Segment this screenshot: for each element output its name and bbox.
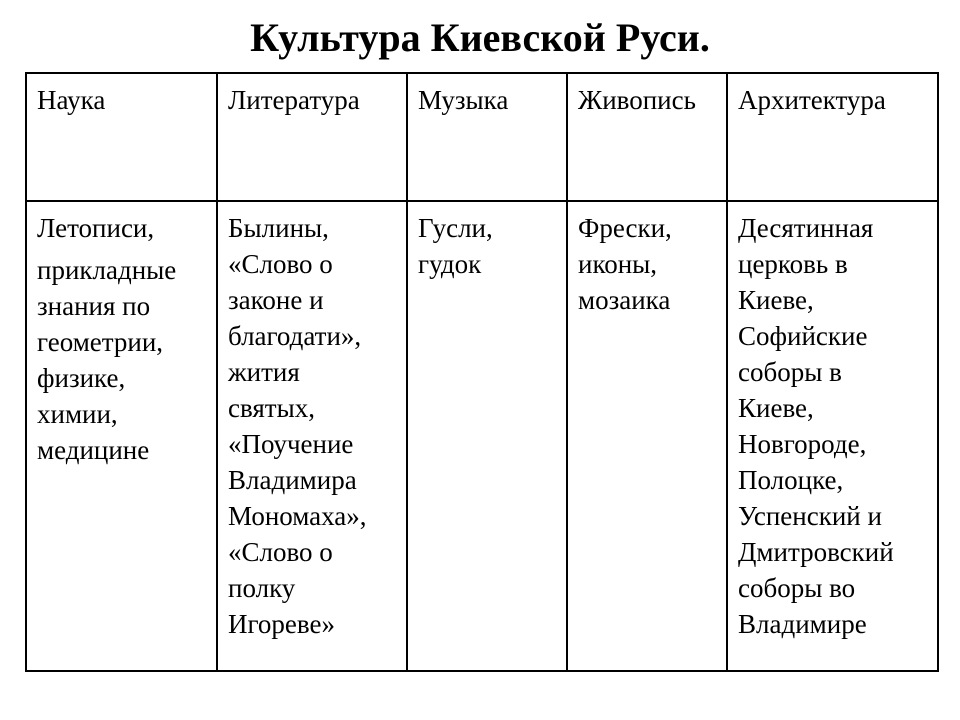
cell-nauka [26,201,217,671]
cell-line: «Слово о [228,249,333,279]
cell-line: Новгороде, [738,429,867,459]
cell-literatura-lines [228,210,396,642]
cell-nauka-lines [37,210,206,468]
cell-line: Десятинная [738,213,874,243]
cell-line: Полоцке, [738,465,844,495]
header-muzyka: Музыка [407,73,567,201]
cell-line: химии, [37,399,118,429]
cell-line: прикладные [37,255,177,285]
header-arkhitektura: Архитектура [727,73,938,201]
culture-table [25,72,939,672]
cell-line: Игореве» [228,609,335,639]
cell-line: Владимире [738,609,867,639]
cell-arkhitektura-lines [738,210,927,642]
cell-line: мозаика [578,285,671,315]
header-nauka: Наука [26,73,217,201]
cell-line: иконы, [578,249,658,279]
cell-line: соборы во [738,573,856,603]
cell-muzyka-lines [418,210,556,282]
cell-zhivopis-lines [578,210,716,318]
cell-line: «Поучение [228,429,354,459]
page-title: Культура Киевской Руси. [250,15,710,60]
cell-line: Гусли, [418,213,493,243]
cell-line: Летописи, [37,213,155,243]
header-zhivopis: Живопись [567,73,727,201]
header-literatura: Литература [217,73,407,201]
cell-muzyka [407,201,567,671]
cell-literatura [217,201,407,671]
cell-line: жития [228,357,300,387]
table-body-row [26,201,938,671]
cell-line: полку [228,573,296,603]
cell-line: Успенский и [738,501,882,531]
cell-line: Мономаха», [228,501,367,531]
cell-line: Былины, [228,213,329,243]
cell-line: «Слово о [228,537,333,567]
cell-line: соборы в [738,357,842,387]
cell-line: Киеве, [738,285,814,315]
cell-line: геометрии, [37,327,164,357]
cell-line: Софийские [738,321,868,351]
cell-line: Киеве, [738,393,814,423]
cell-line: гудок [418,249,482,279]
cell-arkhitektura [727,201,938,671]
cell-line: Дмитровский [738,537,894,567]
cell-line: медицине [37,435,150,465]
cell-line: физике, [37,363,126,393]
cell-line: знания по [37,291,151,321]
cell-line: церковь в [738,249,848,279]
cell-line: благодати», [228,321,362,351]
cell-zhivopis [567,201,727,671]
cell-line: Фрески, [578,213,672,243]
cell-line: святых, [228,393,315,423]
table-header-row [26,73,938,201]
cell-line: Владимира [228,465,357,495]
cell-line: законе и [228,285,324,315]
